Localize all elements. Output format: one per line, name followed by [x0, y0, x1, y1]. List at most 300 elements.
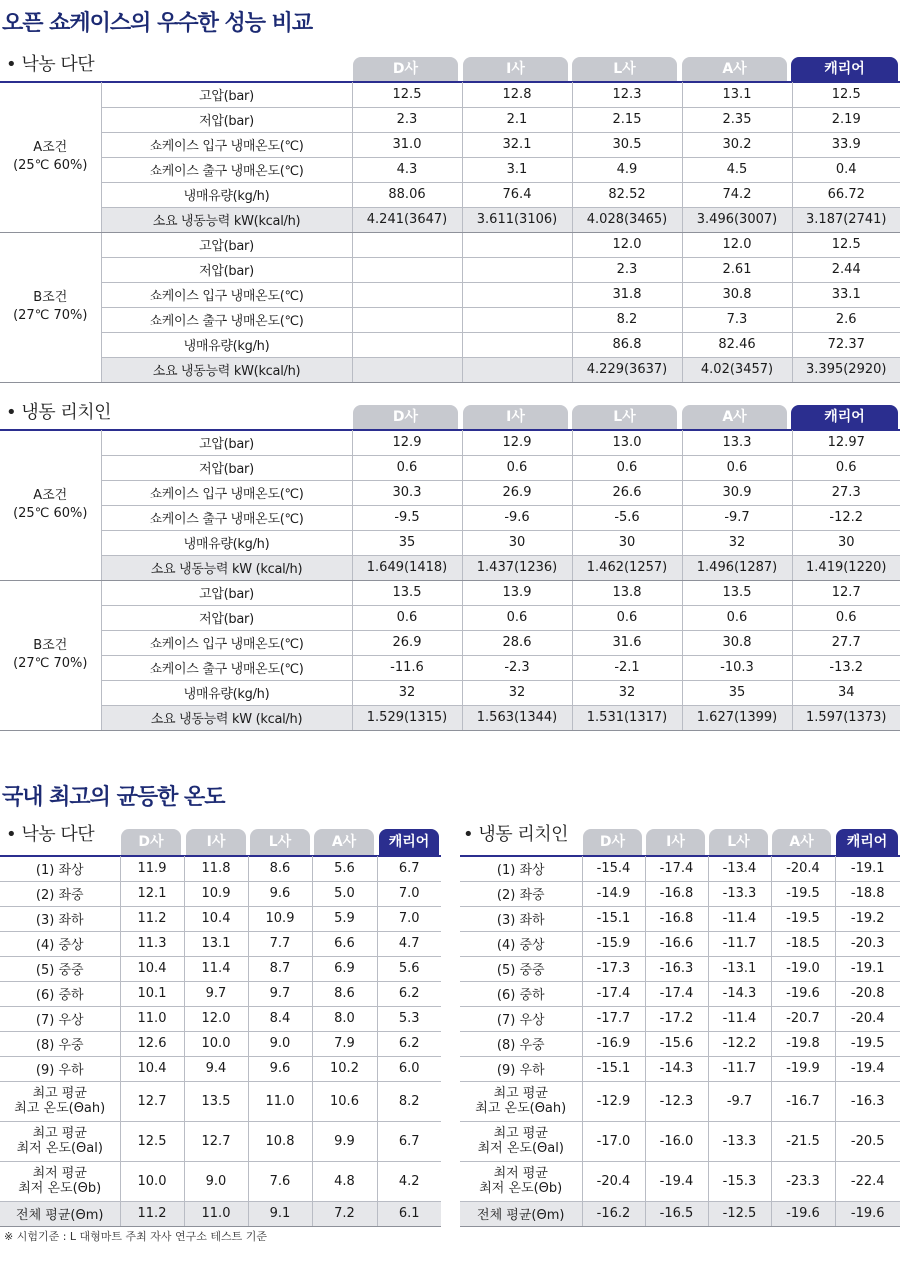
value-cell: 7.0	[377, 881, 441, 906]
value-cell	[462, 232, 572, 257]
value-cell: -11.7	[708, 1056, 771, 1081]
value-cell: -15.1	[582, 906, 645, 931]
position-label: (1) 좌상	[460, 856, 582, 881]
value-cell: -16.6	[645, 931, 708, 956]
value-cell: -20.4	[771, 856, 835, 881]
brand-header-0: D사	[353, 405, 458, 429]
table-row	[460, 906, 900, 931]
value-cell: 0.6	[352, 455, 462, 480]
value-cell: 30.3	[352, 480, 462, 505]
value-cell: -17.2	[645, 1006, 708, 1031]
value-cell: 35	[352, 530, 462, 555]
table-row	[0, 207, 900, 232]
value-cell: 8.4	[248, 1006, 312, 1031]
brand-header-1: I사	[186, 829, 246, 855]
value-cell: 10.1	[120, 981, 184, 1006]
value-cell: 0.6	[682, 455, 792, 480]
position-label: (6) 중하	[460, 981, 582, 1006]
value-cell: 2.15	[572, 107, 682, 132]
value-cell: -12.2	[708, 1031, 771, 1056]
value-cell: 12.6	[120, 1031, 184, 1056]
value-cell: -16.7	[771, 1081, 835, 1121]
row-label: 저압(bar)	[101, 107, 352, 132]
value-cell: -18.8	[835, 881, 900, 906]
value-cell: -19.1	[835, 856, 900, 881]
row-label: 저압(bar)	[101, 257, 352, 282]
value-cell: 7.0	[377, 906, 441, 931]
position-label: 최고 평균 최저 온도(Θal)	[460, 1121, 582, 1161]
value-cell: -12.5	[708, 1201, 771, 1226]
value-cell: 27.3	[792, 480, 900, 505]
position-label: (8) 우중	[0, 1031, 120, 1056]
value-cell: 13.5	[682, 580, 792, 605]
value-cell: 4.9	[572, 157, 682, 182]
value-cell: -19.6	[771, 1201, 835, 1226]
value-cell: 2.44	[792, 257, 900, 282]
table-row	[0, 1081, 441, 1121]
table-row	[0, 680, 900, 705]
value-cell: 3.611(3106)	[462, 207, 572, 232]
value-cell: 12.9	[352, 430, 462, 455]
table-row	[0, 1006, 441, 1031]
value-cell: -19.6	[835, 1201, 900, 1226]
value-cell: 82.46	[682, 332, 792, 357]
position-label: 최고 평균 최고 온도(Θah)	[0, 1081, 120, 1121]
value-cell: 7.7	[248, 931, 312, 956]
brand-header-1: I사	[646, 829, 705, 855]
value-cell: 13.5	[352, 580, 462, 605]
value-cell: -15.4	[582, 856, 645, 881]
row-label: 쇼케이스 입구 냉매온도(℃)	[101, 132, 352, 157]
value-cell: 6.7	[377, 1121, 441, 1161]
value-cell: -11.4	[708, 906, 771, 931]
value-cell: 32	[572, 680, 682, 705]
value-cell: 11.2	[120, 1201, 184, 1226]
value-cell: -14.9	[582, 881, 645, 906]
value-cell: 30.8	[682, 282, 792, 307]
row-label: 쇼케이스 출구 냉매온도(℃)	[101, 157, 352, 182]
value-cell: 3.187(2741)	[792, 207, 900, 232]
value-cell: 30	[792, 530, 900, 555]
value-cell: -20.4	[582, 1161, 645, 1201]
value-cell: -19.4	[645, 1161, 708, 1201]
row-label: 저압(bar)	[101, 455, 352, 480]
brand-header-3: A사	[682, 57, 787, 81]
value-cell: -9.6	[462, 505, 572, 530]
row-label: 소요 냉동능력 kW (kcal/h)	[101, 705, 352, 730]
value-cell: 10.4	[184, 906, 248, 931]
table-row	[0, 981, 441, 1006]
value-cell: 32.1	[462, 132, 572, 157]
value-cell: 12.1	[120, 881, 184, 906]
value-cell: -20.4	[835, 1006, 900, 1031]
row-label: 소요 냉동능력 kW(kcal/h)	[101, 207, 352, 232]
position-label: 전체 평균(Θm)	[460, 1201, 582, 1226]
position-label: (5) 중중	[0, 956, 120, 981]
value-cell: 2.1	[462, 107, 572, 132]
condition-name: A조건	[33, 487, 68, 503]
value-cell: 8.6	[248, 856, 312, 881]
value-cell: 0.6	[462, 455, 572, 480]
value-cell: 5.0	[312, 881, 377, 906]
value-cell: 31.0	[352, 132, 462, 157]
value-cell: 10.8	[248, 1121, 312, 1161]
value-cell: 86.8	[572, 332, 682, 357]
value-cell: 3.1	[462, 157, 572, 182]
value-cell: 26.9	[352, 630, 462, 655]
brand-header-1: I사	[463, 405, 568, 429]
value-cell: 30.9	[682, 480, 792, 505]
condition-label	[0, 232, 101, 382]
value-cell: 11.0	[248, 1081, 312, 1121]
value-cell: 5.6	[377, 956, 441, 981]
value-cell: 1.462(1257)	[572, 555, 682, 580]
value-cell: 13.1	[682, 82, 792, 107]
table-row	[0, 1121, 441, 1161]
value-cell: 12.5	[792, 82, 900, 107]
value-cell: 6.9	[312, 956, 377, 981]
table-row	[460, 1006, 900, 1031]
value-cell: 10.9	[184, 881, 248, 906]
value-cell: -19.6	[771, 981, 835, 1006]
value-cell: 12.0	[184, 1006, 248, 1031]
value-cell: 6.2	[377, 1031, 441, 1056]
table-row	[0, 455, 900, 480]
value-cell: -9.5	[352, 505, 462, 530]
value-cell: -17.4	[582, 981, 645, 1006]
value-cell: 4.241(3647)	[352, 207, 462, 232]
value-cell: 66.72	[792, 182, 900, 207]
page-title-performance: 오픈 쇼케이스의 우수한 성능 비교	[2, 11, 313, 36]
value-cell: 35	[682, 680, 792, 705]
position-label: (3) 좌하	[0, 906, 120, 931]
table-row	[460, 981, 900, 1006]
value-cell: -12.3	[645, 1081, 708, 1121]
brand-header-4: 캐리어	[836, 829, 898, 855]
value-cell: 34	[792, 680, 900, 705]
position-label: (2) 좌중	[460, 881, 582, 906]
value-cell: 10.2	[312, 1056, 377, 1081]
value-cell	[462, 357, 572, 382]
brand-header-4: 캐리어	[791, 57, 898, 81]
value-cell: 13.5	[184, 1081, 248, 1121]
value-cell: -17.3	[582, 956, 645, 981]
value-cell: 4.229(3637)	[572, 357, 682, 382]
value-cell: 8.7	[248, 956, 312, 981]
table-row	[0, 580, 900, 605]
value-cell: 9.6	[248, 1056, 312, 1081]
value-cell: 27.7	[792, 630, 900, 655]
value-cell: 1.496(1287)	[682, 555, 792, 580]
brand-header-0: D사	[121, 829, 181, 855]
value-cell	[352, 257, 462, 282]
row-label: 쇼케이스 출구 냉매온도(℃)	[101, 655, 352, 680]
value-cell	[352, 357, 462, 382]
value-cell: -16.3	[835, 1081, 900, 1121]
value-cell: 10.4	[120, 956, 184, 981]
footnote: ※ 시험기준 : L 대형마트 주최 자사 연구소 테스트 기준	[4, 1230, 268, 1243]
value-cell: -19.8	[771, 1031, 835, 1056]
table-row	[0, 107, 900, 132]
value-cell: -19.9	[771, 1056, 835, 1081]
value-cell: -20.5	[835, 1121, 900, 1161]
table-row	[0, 555, 900, 580]
value-cell: 28.6	[462, 630, 572, 655]
condition-name: B조건	[33, 290, 68, 305]
value-cell: 0.6	[572, 455, 682, 480]
position-label: (9) 우하	[0, 1056, 120, 1081]
value-cell: 10.4	[120, 1056, 184, 1081]
value-cell: 9.0	[184, 1161, 248, 1201]
value-cell: -19.4	[835, 1056, 900, 1081]
condition-spec: (27℃ 70%)	[13, 308, 88, 323]
value-cell: 4.2	[377, 1161, 441, 1201]
brand-header-4: 캐리어	[791, 405, 898, 429]
value-cell: -20.7	[771, 1006, 835, 1031]
value-cell: -13.3	[708, 881, 771, 906]
table-row	[0, 1031, 441, 1056]
performance-table-chiller	[0, 82, 900, 383]
table-row	[0, 906, 441, 931]
value-cell: 32	[352, 680, 462, 705]
value-cell: 7.3	[682, 307, 792, 332]
value-cell: 8.2	[572, 307, 682, 332]
value-cell: 12.97	[792, 430, 900, 455]
value-cell: -11.6	[352, 655, 462, 680]
value-cell: -19.5	[835, 1031, 900, 1056]
position-label: (6) 중하	[0, 981, 120, 1006]
value-cell: 12.5	[792, 232, 900, 257]
value-cell: -16.5	[645, 1201, 708, 1226]
value-cell: 11.0	[184, 1201, 248, 1226]
value-cell: 8.6	[312, 981, 377, 1006]
value-cell: 1.531(1317)	[572, 705, 682, 730]
brand-header-2: L사	[250, 829, 310, 855]
value-cell: 4.8	[312, 1161, 377, 1201]
value-cell: -2.1	[572, 655, 682, 680]
value-cell: -21.5	[771, 1121, 835, 1161]
value-cell: 12.0	[682, 232, 792, 257]
value-cell: 12.3	[572, 82, 682, 107]
table-row	[460, 856, 900, 881]
performance-table-freezer	[0, 430, 900, 731]
value-cell: 9.4	[184, 1056, 248, 1081]
section-title-temp-chiller: • 낙농 다단	[6, 824, 95, 845]
temperature-table-chiller	[0, 856, 441, 1227]
table-row	[0, 282, 900, 307]
table-row	[0, 505, 900, 530]
value-cell: 5.6	[312, 856, 377, 881]
value-cell: -18.5	[771, 931, 835, 956]
table-row	[460, 1056, 900, 1081]
table-row	[0, 605, 900, 630]
value-cell: 12.7	[184, 1121, 248, 1161]
row-label: 냉매유량(kg/h)	[101, 182, 352, 207]
value-cell: 10.6	[312, 1081, 377, 1121]
value-cell: -2.3	[462, 655, 572, 680]
value-cell: 4.7	[377, 931, 441, 956]
table-row	[460, 881, 900, 906]
value-cell: 9.7	[184, 981, 248, 1006]
value-cell: -13.3	[708, 1121, 771, 1161]
position-label: (4) 중상	[0, 931, 120, 956]
position-label: (1) 좌상	[0, 856, 120, 881]
table-row	[0, 1056, 441, 1081]
value-cell: 1.597(1373)	[792, 705, 900, 730]
value-cell: -20.8	[835, 981, 900, 1006]
value-cell: 0.6	[792, 455, 900, 480]
value-cell: 2.61	[682, 257, 792, 282]
value-cell: 32	[462, 680, 572, 705]
brand-header-4: 캐리어	[379, 829, 439, 855]
table-row	[0, 480, 900, 505]
value-cell: -9.7	[708, 1081, 771, 1121]
value-cell: -12.2	[792, 505, 900, 530]
value-cell: 32	[682, 530, 792, 555]
table-row	[460, 1201, 900, 1226]
value-cell: 30	[572, 530, 682, 555]
section-title-temp-freezer: • 냉동 리치인	[463, 824, 569, 845]
brand-header-3: A사	[314, 829, 374, 855]
row-label: 냉매유량(kg/h)	[101, 530, 352, 555]
row-label: 쇼케이스 출구 냉매온도(℃)	[101, 307, 352, 332]
position-label: (2) 좌중	[0, 881, 120, 906]
condition-spec: (27℃ 70%)	[13, 656, 88, 671]
value-cell: 7.2	[312, 1201, 377, 1226]
value-cell: 2.19	[792, 107, 900, 132]
row-label: 냉매유량(kg/h)	[101, 680, 352, 705]
value-cell: 13.1	[184, 931, 248, 956]
position-label: 최저 평균 최저 온도(Θb)	[0, 1161, 120, 1201]
value-cell: 12.8	[462, 82, 572, 107]
value-cell: 33.1	[792, 282, 900, 307]
table-row	[460, 1161, 900, 1201]
value-cell: -11.4	[708, 1006, 771, 1031]
value-cell	[462, 282, 572, 307]
value-cell: 74.2	[682, 182, 792, 207]
value-cell: 9.0	[248, 1031, 312, 1056]
value-cell: -16.3	[645, 956, 708, 981]
value-cell	[462, 307, 572, 332]
value-cell: 12.0	[572, 232, 682, 257]
table-row	[0, 257, 900, 282]
value-cell: 0.6	[572, 605, 682, 630]
value-cell: -14.3	[645, 1056, 708, 1081]
section-title-chiller: • 낙농 다단	[6, 54, 95, 75]
condition-spec: (25℃ 60%)	[13, 157, 88, 173]
value-cell: 12.7	[792, 580, 900, 605]
row-label: 소요 냉동능력 kW(kcal/h)	[101, 357, 352, 382]
table-row	[0, 232, 900, 257]
value-cell: -16.2	[582, 1201, 645, 1226]
value-cell: -20.3	[835, 931, 900, 956]
brand-header-0: D사	[353, 57, 458, 81]
value-cell: 7.6	[248, 1161, 312, 1201]
table-row	[0, 530, 900, 555]
value-cell: 6.7	[377, 856, 441, 881]
value-cell: 11.8	[184, 856, 248, 881]
condition-spec: (25℃ 60%)	[13, 505, 88, 521]
value-cell: 12.9	[462, 430, 572, 455]
value-cell: -10.3	[682, 655, 792, 680]
value-cell: 0.6	[352, 605, 462, 630]
condition-label	[0, 430, 101, 580]
brand-header-2: L사	[572, 57, 677, 81]
brand-header-0: D사	[583, 829, 642, 855]
value-cell: 5.9	[312, 906, 377, 931]
value-cell: 72.37	[792, 332, 900, 357]
value-cell	[352, 332, 462, 357]
position-label: (3) 좌하	[460, 906, 582, 931]
table-row	[0, 956, 441, 981]
value-cell: 8.0	[312, 1006, 377, 1031]
row-label: 쇼케이스 입구 냉매온도(℃)	[101, 630, 352, 655]
value-cell: 2.3	[352, 107, 462, 132]
table-row	[0, 82, 900, 107]
value-cell: 13.0	[572, 430, 682, 455]
value-cell: 13.8	[572, 580, 682, 605]
position-label: 최고 평균 최고 온도(Θah)	[460, 1081, 582, 1121]
value-cell	[352, 232, 462, 257]
value-cell: 88.06	[352, 182, 462, 207]
value-cell: 6.6	[312, 931, 377, 956]
value-cell: 3.496(3007)	[682, 207, 792, 232]
value-cell: 7.9	[312, 1031, 377, 1056]
value-cell: 30.5	[572, 132, 682, 157]
value-cell: 3.395(2920)	[792, 357, 900, 382]
value-cell: 1.419(1220)	[792, 555, 900, 580]
table-row	[0, 307, 900, 332]
brand-header-3: A사	[772, 829, 831, 855]
value-cell: 9.7	[248, 981, 312, 1006]
value-cell: 0.6	[792, 605, 900, 630]
value-cell: -15.1	[582, 1056, 645, 1081]
table-row	[0, 430, 900, 455]
value-cell: -13.2	[792, 655, 900, 680]
row-label: 쇼케이스 출구 냉매온도(℃)	[101, 505, 352, 530]
value-cell: 11.4	[184, 956, 248, 981]
value-cell: 12.7	[120, 1081, 184, 1121]
value-cell: 76.4	[462, 182, 572, 207]
value-cell: 1.529(1315)	[352, 705, 462, 730]
value-cell: 6.0	[377, 1056, 441, 1081]
position-label: (9) 우하	[460, 1056, 582, 1081]
value-cell: 12.5	[352, 82, 462, 107]
value-cell: 4.02(3457)	[682, 357, 792, 382]
table-row	[460, 931, 900, 956]
table-row	[460, 1121, 900, 1161]
value-cell: 0.6	[462, 605, 572, 630]
table-row	[460, 1081, 900, 1121]
row-label: 고압(bar)	[101, 580, 352, 605]
value-cell: 2.35	[682, 107, 792, 132]
value-cell: 26.6	[572, 480, 682, 505]
condition-label	[0, 82, 101, 232]
table-row	[0, 1161, 441, 1201]
value-cell: 11.0	[120, 1006, 184, 1031]
value-cell: -19.5	[771, 906, 835, 931]
value-cell: -14.3	[708, 981, 771, 1006]
value-cell: -16.0	[645, 1121, 708, 1161]
value-cell: 30.8	[682, 630, 792, 655]
value-cell: -5.6	[572, 505, 682, 530]
position-label: (4) 중상	[460, 931, 582, 956]
table-row	[0, 157, 900, 182]
value-cell: 9.1	[248, 1201, 312, 1226]
value-cell: -9.7	[682, 505, 792, 530]
value-cell: 5.3	[377, 1006, 441, 1031]
value-cell: 30	[462, 530, 572, 555]
